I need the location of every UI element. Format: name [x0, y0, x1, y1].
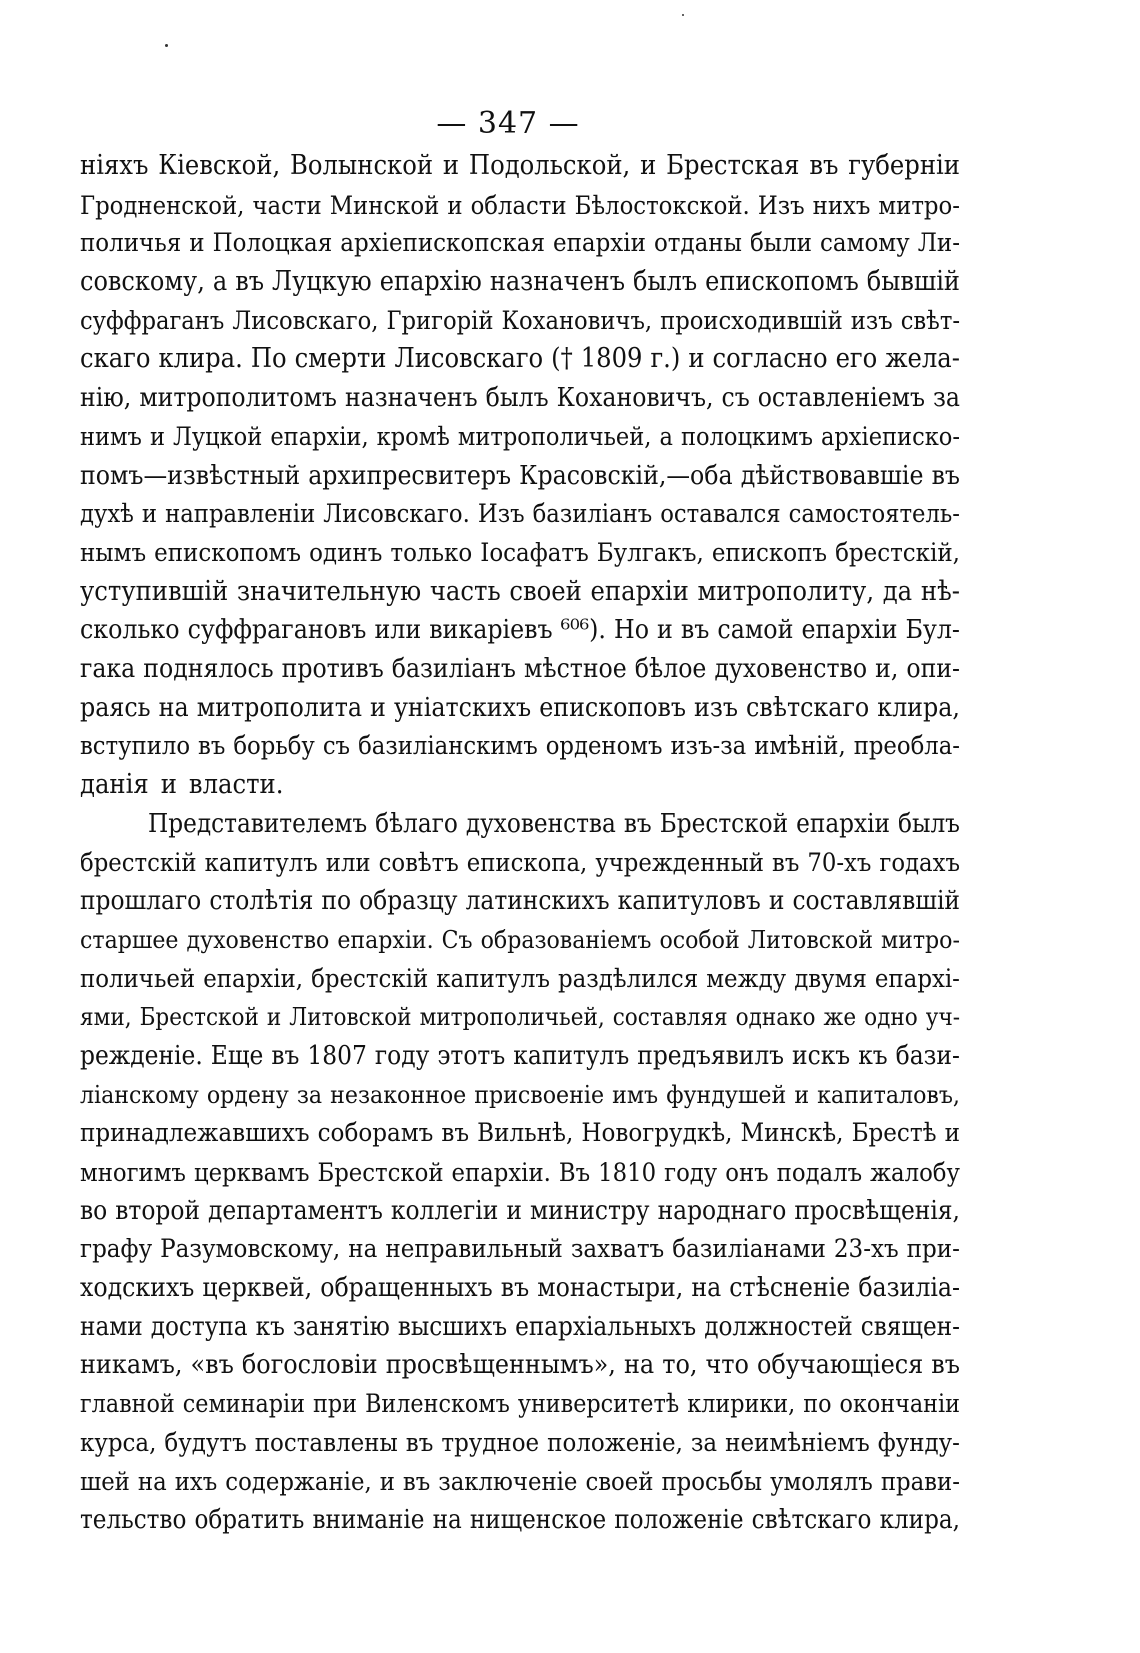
text-line: уступившій значительную часть своей епархіи митрополиту, да нѣ-	[80, 575, 960, 607]
text-line: Гродненской, части Минской и области Бѣлостокской. Изъ нихъ митро-	[80, 189, 960, 220]
text-line: во второй департаментъ коллегіи и министру народнаго просвѣщенія,	[80, 1195, 960, 1226]
text-line: ходскихъ церквей, обращенныхъ въ монастыри, на стѣсненіе базиліа-	[80, 1272, 960, 1303]
text-line: нымъ епископомъ одинъ только Іосафатъ Булгакъ, епископъ брестскій,	[80, 537, 960, 568]
text-line: поличья и Полоцкая архіепископская епархіи отданы были самому Ли-	[80, 228, 960, 259]
text-line: поличьей епархіи, брестскій капитулъ раздѣлился между двумя епархі-	[80, 963, 960, 994]
text-line: нимъ и Луцкой епархіи, кромѣ митрополичьей, а полоцкимъ архіеписко-	[80, 421, 960, 451]
text-line: гака поднялось противъ базиліанъ мѣстное бѣлое духовенство и, опи-	[80, 653, 960, 684]
text-line: духѣ и направленіи Лисовскаго. Изъ базиліанъ оставался самостоятель-	[80, 499, 960, 529]
text-line: никамъ, «въ богословіи просвѣщеннымъ», на то, что обучающіеся въ	[80, 1349, 960, 1381]
text-line: прошлаго столѣтія по образцу латинскихъ капитуловъ и составлявшій	[80, 886, 960, 917]
text-line: помъ—извѣстный архипресвитеръ Красовскій,—оба дѣйствовавшіе въ	[80, 460, 960, 491]
text-line: данія и власти.	[80, 769, 284, 800]
text-line: сколько суффрагановъ или викаріевъ ⁶⁰⁶). Но и въ самой епархіи Бул-	[80, 615, 960, 646]
text-line: режденіе. Еще въ 1807 году этотъ капитулъ предъявилъ искъ къ бази-	[80, 1040, 960, 1071]
body-text	[80, 147, 960, 1540]
text-line: ліанскому ордену за незаконное присвоеніе имъ фундушей и капиталовъ,	[80, 1079, 960, 1109]
text-line: Представителемъ бѣлаго духовенства въ Брестской епархіи былъ	[148, 808, 960, 839]
text-line: совскому, а въ Луцкую епархію назначенъ былъ епископомъ бывшій	[80, 266, 960, 298]
text-line: курса, будутъ поставлены въ трудное положеніе, за неимѣніемъ фунду-	[80, 1427, 960, 1458]
text-line: тельство обратить вниманіе на нищенское положеніе свѣтскаго клира,	[80, 1505, 960, 1536]
text-line: скаго клира. По смерти Лисовскаго († 1809 г.) и согласно его жела-	[80, 343, 960, 375]
ink-speck	[165, 44, 168, 47]
text-line: многимъ церквамъ Брестской епархіи. Въ 1810 году онъ подалъ жалобу	[80, 1156, 960, 1187]
page-number: — 347 —	[436, 106, 580, 141]
ink-speck	[682, 14, 684, 16]
text-line: нію, митрополитомъ назначенъ былъ Кохановичъ, съ оставленіемъ за	[80, 383, 960, 414]
text-line: ями, Брестской и Литовской митрополичьей, составляя однако же одно уч-	[80, 1003, 960, 1032]
text-line: главной семинаріи при Виленскомъ университетѣ клирики, по окончаніи	[80, 1389, 960, 1418]
text-line: графу Разумовскому, на неправильный захватъ базиліанами 23-хъ при-	[80, 1234, 960, 1265]
text-line: раясь на митрополита и уніатскихъ епископовъ изъ свѣтскаго клира,	[80, 691, 960, 723]
text-line: суффраганъ Лисовскаго, Григорій Кохановичъ, происходившій изъ свѣт-	[80, 305, 960, 335]
text-line: нами доступа къ занятію высшихъ епархіальныхъ должностей священ-	[80, 1311, 960, 1342]
text-line: старшее духовенство епархіи. Съ образованіемъ особой Литовской митро-	[80, 924, 960, 954]
text-line: шей на ихъ содержаніе, и въ заключеніе своей просьбы умолялъ прави-	[80, 1466, 960, 1497]
text-line: брестскій капитулъ или совѣтъ епископа, учрежденный въ 70-хъ годахъ	[80, 847, 960, 878]
text-line: вступило въ борьбу съ базиліанскимъ орденомъ изъ-за имѣній, преобла-	[80, 731, 960, 761]
text-line: ніяхъ Кіевской, Волынской и Подольской, и Брестская въ губерніи	[80, 150, 960, 181]
paragraph-1	[80, 147, 960, 805]
paragraph-2	[80, 805, 960, 1540]
text-line: принадлежавшихъ соборамъ въ Вильнѣ, Новогрудкѣ, Минскѣ, Брестѣ и	[80, 1118, 960, 1149]
